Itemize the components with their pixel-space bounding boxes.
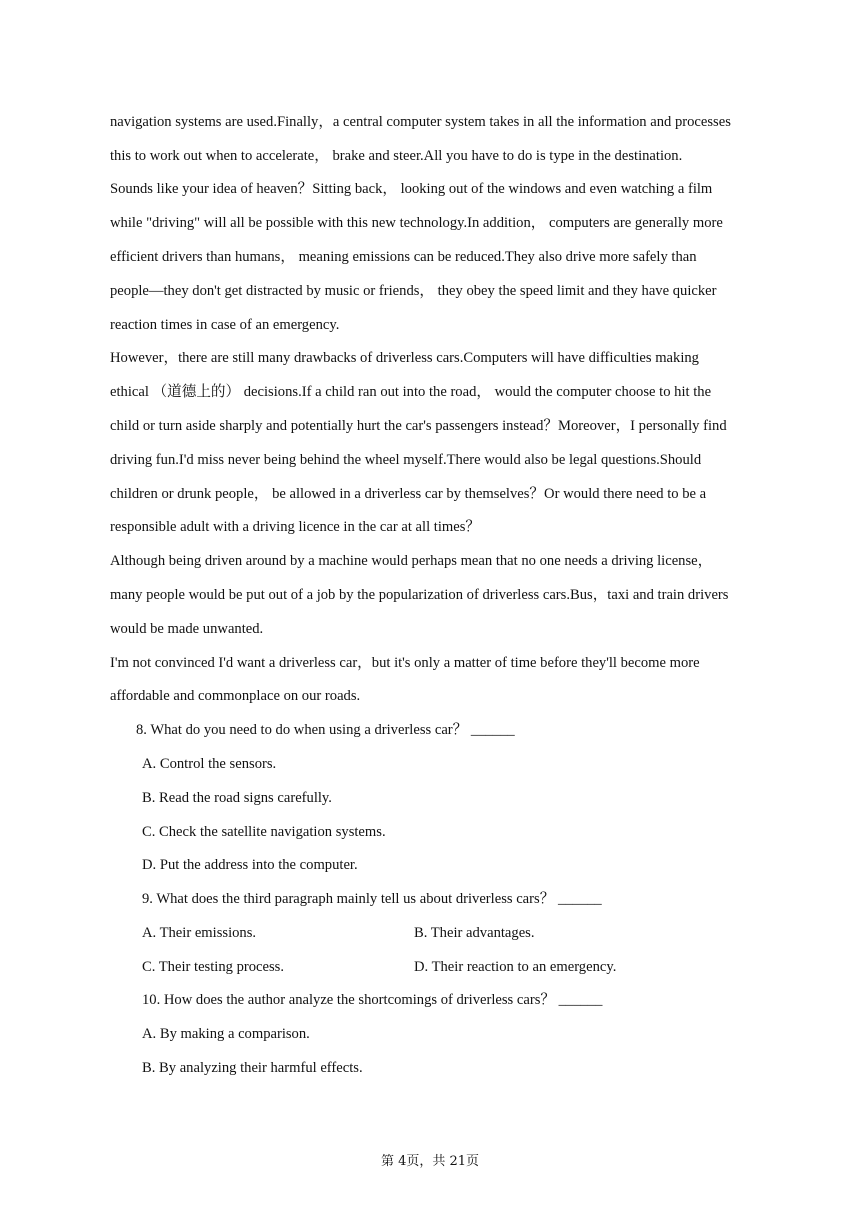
passage-line: people—they don't get distracted by music or friends， they obey the speed limit and they have quicker [110, 283, 717, 299]
passage-line: this to work out when to accelerate， brake and steer.All you have to do is type in the destination. [110, 148, 683, 164]
q9-option-d: D. Their reaction to an emergency. [414, 959, 617, 975]
passage-line: navigation systems are used.Finally，a central computer system takes in all the information and processes [110, 114, 731, 130]
passage-line: However，there are still many drawbacks of driverless cars.Computers will have difficulties making [110, 350, 699, 366]
q8-option-c: C. Check the satellite navigation systems. [142, 824, 386, 840]
passage-line: responsible adult with a driving licence in the car at all times？ [110, 519, 481, 535]
q10-option-a: A. By making a comparison. [142, 1026, 310, 1042]
q8-option-d: D. Put the address into the computer. [142, 857, 358, 873]
q8-option-a: A. Control the sensors. [142, 756, 277, 772]
q9-option-a: A. Their emissions. [142, 925, 257, 941]
passage-line: ethical （道德上的） decisions.If a child ran out into the road， would the computer choose to hit the [110, 384, 712, 400]
q9-option-c: C. Their testing process. [142, 959, 284, 975]
passage-line: I'm not convinced I'd want a driverless car，but it's only a matter of time before they'll become more [110, 655, 700, 671]
passage-line: efficient drivers than humans， meaning emissions can be reduced.They also drive more safely than [110, 249, 697, 265]
question-8: 8. What do you need to do when using a driverless car？ ______ [136, 722, 515, 738]
q9-option-b: B. Their advantages. [414, 925, 535, 941]
passage-line: while "driving" will all be possible with this new technology.In addition， computers are generally more [110, 215, 723, 231]
question-10: 10. How does the author analyze the shortcomings of driverless cars？ ______ [142, 992, 603, 1008]
passage-line: children or drunk people， be allowed in a driverless car by themselves？Or would there need to be a [110, 486, 707, 502]
passage-line: many people would be put out of a job by the popularization of driverless cars.Bus，taxi and train drivers [110, 587, 729, 603]
passage-line: affordable and commonplace on our roads. [110, 688, 361, 704]
q8-option-b: B. Read the road signs carefully. [142, 790, 332, 806]
passage-line: driving fun.I'd miss never being behind the wheel myself.There would also be legal questions.Should [110, 452, 702, 468]
passage-line: child or turn aside sharply and potentially hurt the car's passengers instead？Moreover，I personally find [110, 418, 727, 434]
q10-option-b: B. By analyzing their harmful effects. [142, 1060, 363, 1076]
question-9: 9. What does the third paragraph mainly tell us about driverless cars？ ______ [142, 891, 602, 907]
page-number-footer: 第 4页，共 21页 [380, 1154, 480, 1169]
passage-line: Although being driven around by a machine would perhaps mean that no one needs a driving license， [110, 553, 713, 569]
passage-line: would be made unwanted. [110, 621, 264, 637]
passage-line: Sounds like your idea of heaven？Sitting back， looking out of the windows and even watching a film [110, 181, 713, 197]
passage-line: reaction times in case of an emergency. [110, 317, 340, 333]
